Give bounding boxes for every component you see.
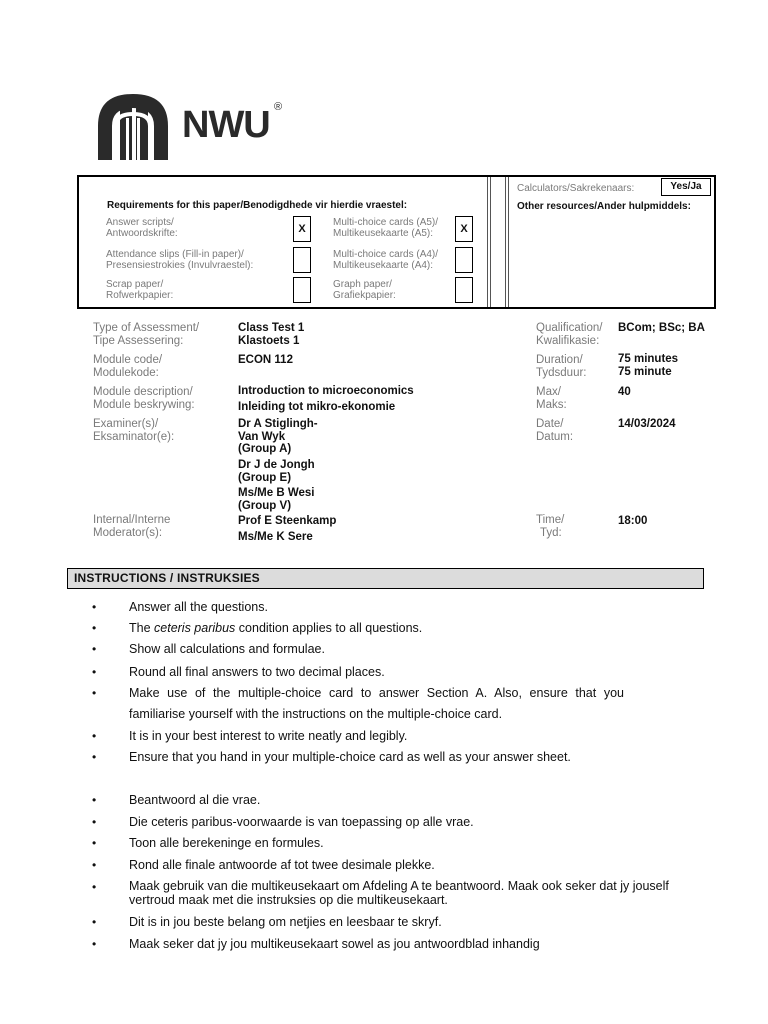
max-value: 40 bbox=[618, 386, 631, 398]
multichoice-a5-checkbox[interactable]: X bbox=[455, 216, 473, 242]
other-resources-label: Other resources/Ander hulpmiddels: bbox=[517, 201, 691, 212]
examiners-label: Examiner(s)/ Eksaminator(e): bbox=[93, 418, 175, 443]
duration-value: 75 minutes 75 minute bbox=[618, 353, 679, 378]
date-label: Date/ Datum: bbox=[536, 418, 574, 443]
req-graph-paper: Graph paper/ Grafiekpapier: bbox=[333, 279, 396, 301]
requirements-heading: Requirements for this paper/Benodigdhede vir hierdie vraestel: bbox=[107, 200, 408, 211]
time-label: Time/ Tyd: bbox=[536, 514, 565, 539]
examiner-2: Dr J de Jongh (Group E) bbox=[238, 459, 315, 484]
module-code-value: ECON 112 bbox=[238, 354, 293, 366]
registered-mark: ® bbox=[274, 101, 283, 113]
instructions-title: INSTRUCTIONS / INSTRUKSIES bbox=[74, 571, 260, 585]
req-answer-scripts: Answer scripts/ Antwoordskrifte: bbox=[106, 217, 178, 239]
scrap-paper-checkbox[interactable] bbox=[293, 277, 311, 303]
examiner-1: Dr A Stiglingh- Van Wyk (Group A) bbox=[238, 418, 318, 455]
module-code-label: Module code/ Modulekode: bbox=[93, 354, 163, 379]
logo-wordmark: NWU bbox=[182, 104, 270, 146]
answer-scripts-checkbox[interactable]: X bbox=[293, 216, 311, 242]
req-attendance-slips: Attendance slips (Fill-in paper)/ Presensiestrokies (Invulvraestel): bbox=[106, 249, 254, 271]
moderator-label: Internal/Interne Moderator(s): bbox=[93, 514, 171, 539]
req-scrap-paper: Scrap paper/ Rofwerkpapier: bbox=[106, 279, 174, 301]
nwu-logo-icon bbox=[94, 88, 172, 164]
examiner-3: Ms/Me B Wesi (Group V) bbox=[238, 487, 315, 512]
graph-paper-checkbox[interactable] bbox=[455, 277, 473, 303]
req-multichoice-a5: Multi-choice cards (A5)/ Multikeusekaarte (A5): bbox=[333, 217, 439, 239]
moderator-values: Prof E Steenkamp Ms/Me K Sere bbox=[238, 515, 337, 543]
type-of-assessment-label: Type of Assessment/ Tipe Assessering: bbox=[93, 322, 200, 347]
multichoice-a4-checkbox[interactable] bbox=[455, 247, 473, 273]
attendance-slips-checkbox[interactable] bbox=[293, 247, 311, 273]
max-label: Max/ Maks: bbox=[536, 386, 567, 411]
calculators-value: Yes/Ja bbox=[661, 178, 711, 196]
date-value: 14/03/2024 bbox=[618, 418, 676, 430]
req-multichoice-a4: Multi-choice cards (A4)/ Multikeusekaarte (A4): bbox=[333, 249, 439, 271]
duration-label: Duration/ Tydsduur: bbox=[536, 354, 587, 379]
instructions-header-bar bbox=[67, 568, 704, 589]
qualification-value: BCom; BSc; BA bbox=[618, 322, 705, 334]
module-description-value: Introduction to microeconomics Inleiding tot mikro-ekonomie bbox=[238, 385, 414, 413]
time-value: 18:00 bbox=[618, 515, 648, 527]
type-of-assessment-value: Class Test 1 Klastoets 1 bbox=[238, 322, 305, 347]
qualification-label: Qualification/ Kwalifikasie: bbox=[536, 322, 603, 347]
module-description-label: Module description/ Module beskrywing: bbox=[93, 386, 195, 411]
calculators-label: Calculators/Sakrekenaars: bbox=[517, 183, 635, 194]
